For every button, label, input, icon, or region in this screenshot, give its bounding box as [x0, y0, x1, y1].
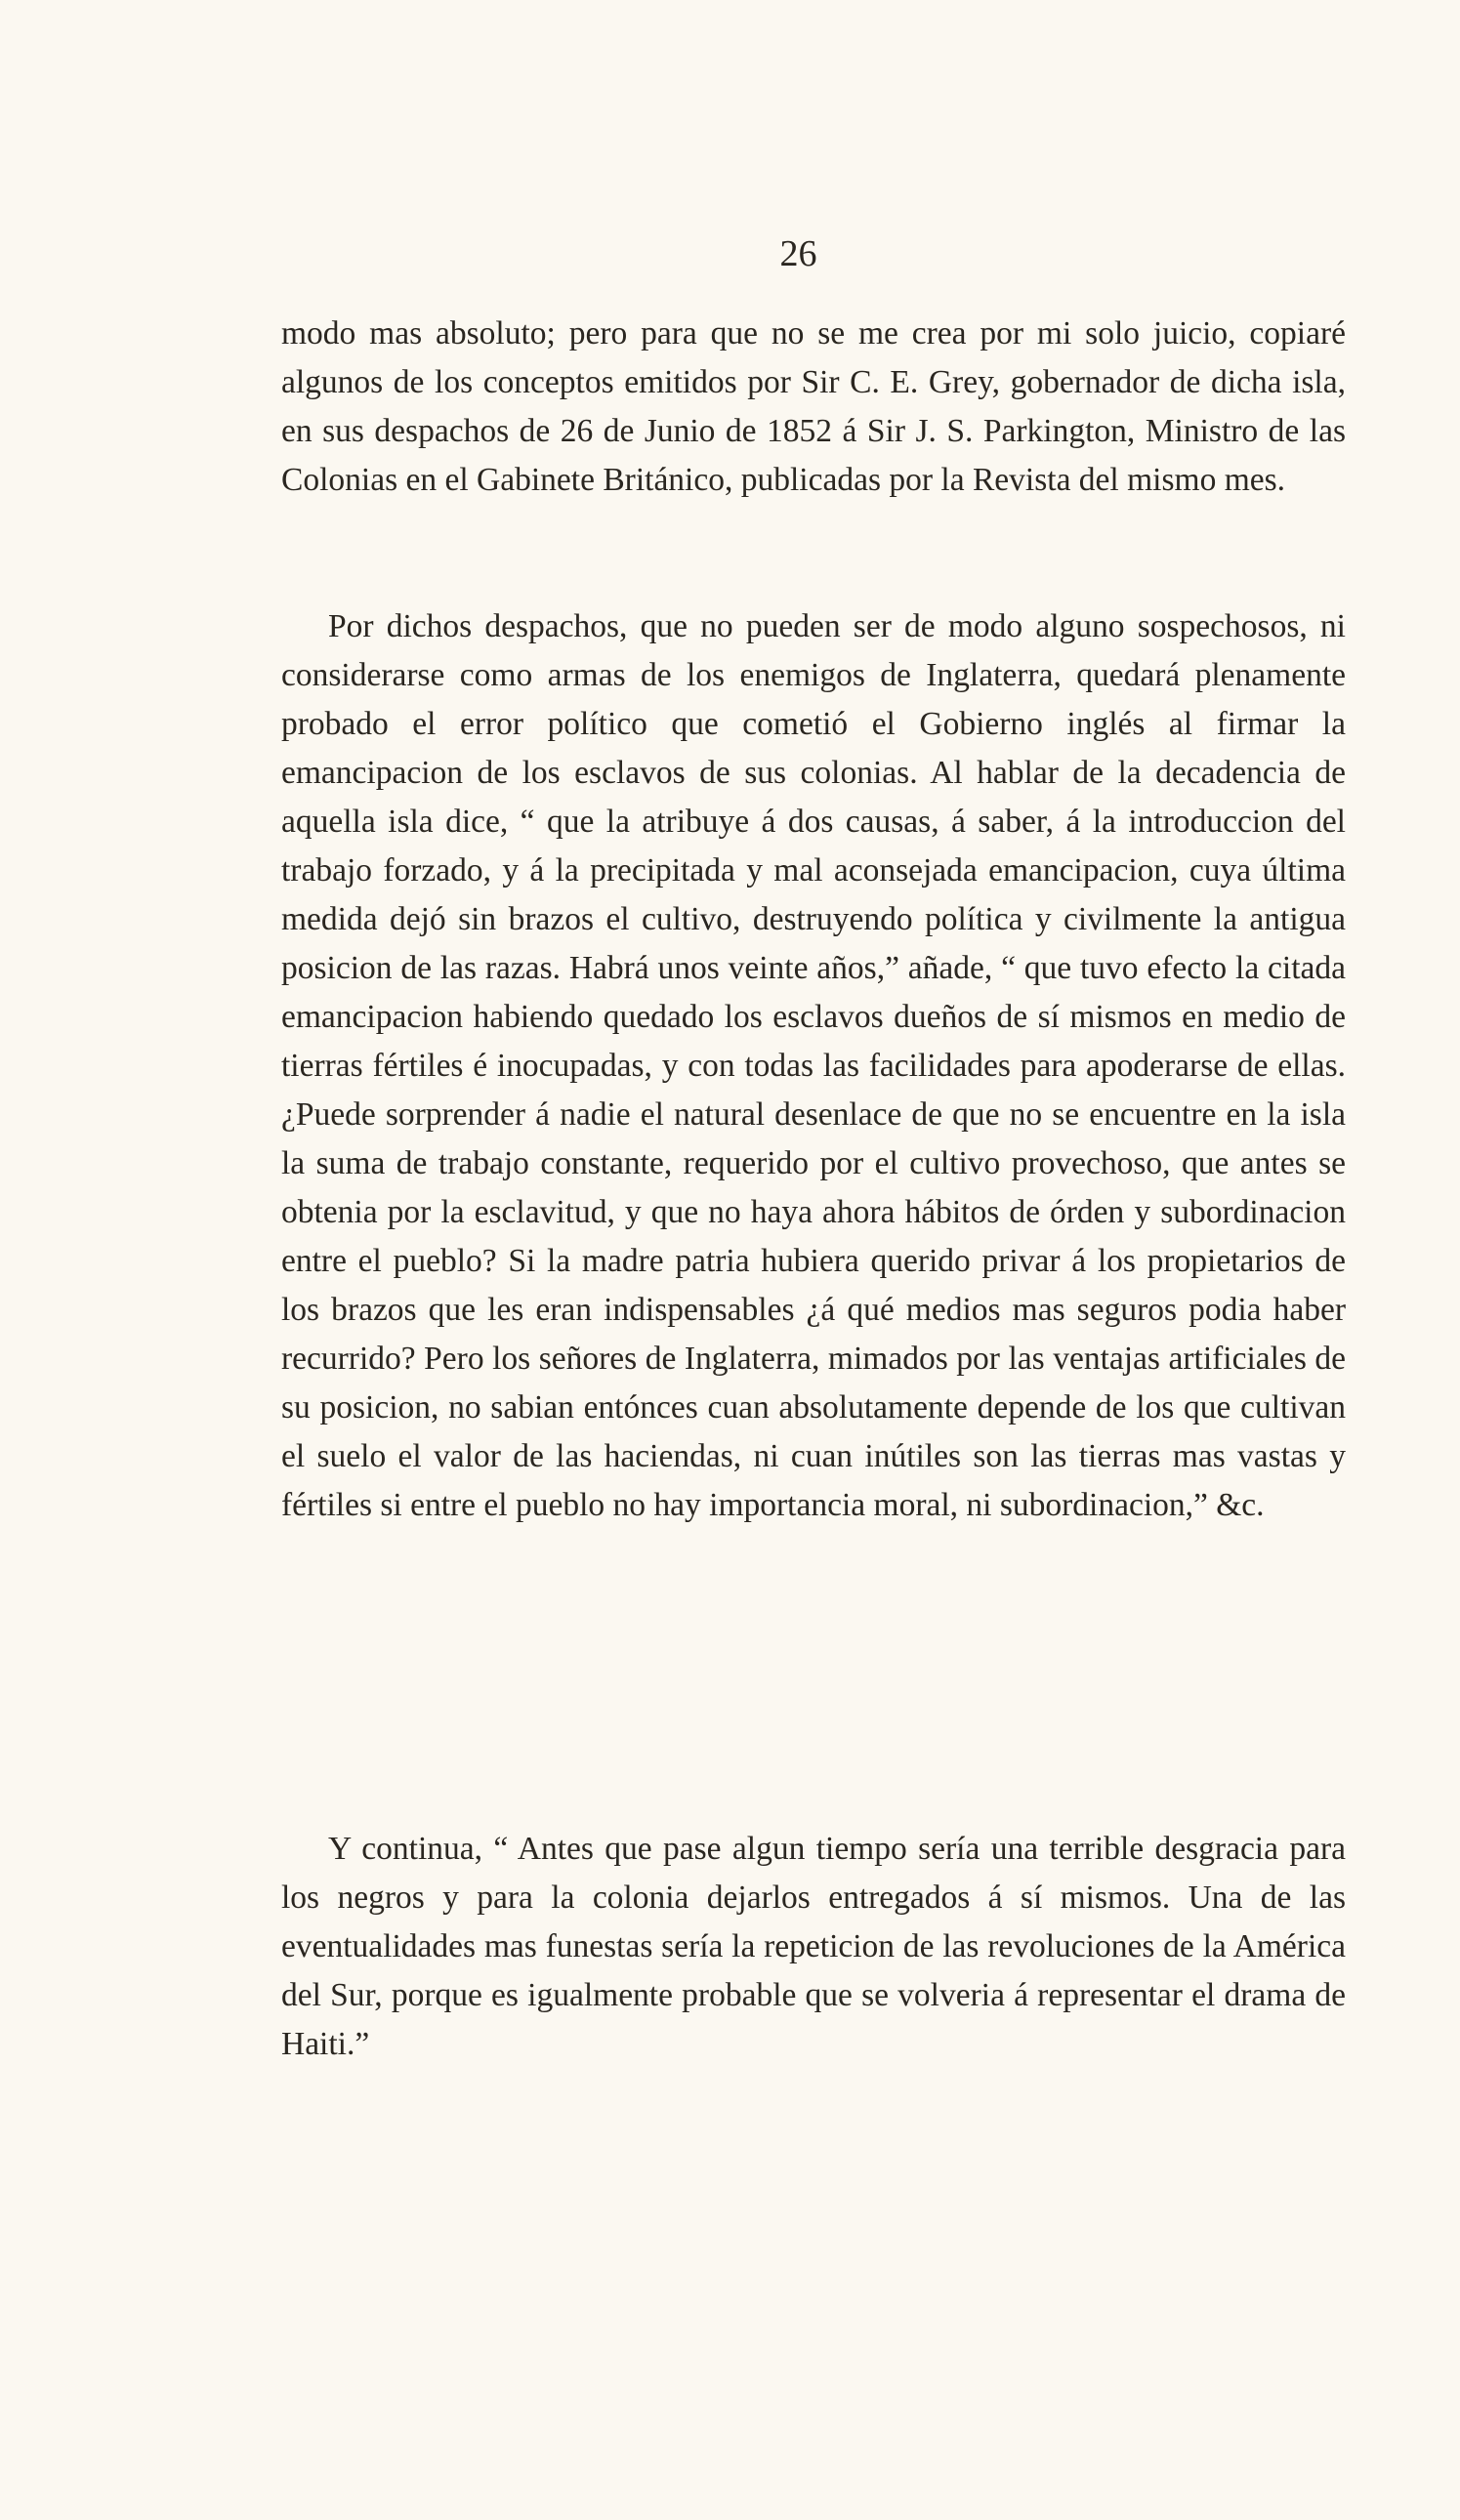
page-number: 26	[779, 233, 817, 274]
text-block-3	[281, 1825, 1346, 2069]
text-block-1	[281, 310, 1346, 505]
text-block-2	[281, 602, 1346, 1530]
paragraph-1: modo mas absoluto; pero para que no se me crea por mi solo juicio, copiaré algunos de los conceptos emitidos por Sir C. E. Grey, gobernador de dicha isla, en sus despachos de 26 de Junio de 1852 á Sir J. S. Parkington, Ministro de las Colonias en el Gabinete Británico, publicadas por la Revista del mismo mes.	[281, 315, 1346, 498]
paragraph-2: Por dichos despachos, que no pueden ser de modo alguno sospechosos, ni considerarse como armas de los enemigos de Inglaterra, quedará plenamente probado el error político que cometió el Gobierno inglés al firmar la emancipacion de los esclavos de sus colonias. Al hablar de la decadencia de aquella isla dice, “ que la atribuye á dos causas, á saber, á la introduccion del trabajo forzado, y á la precipitada y mal aconsejada emancipacion, cuya última medida dejó sin brazos el cultivo, destruyendo política y civilmente la antigua posicion de las razas. Habrá unos veinte años,” añade, “ que tuvo efecto la citada emancipacion habiendo quedado los esclavos dueños de sí mismos en medio de tierras fértiles é inocupadas, y con todas las facilidades para apoderarse de ellas. ¿Puede sorprender á nadie el natural desenlace de que no se encuentre en la isla la suma de trabajo constante, requerido por el cultivo provechoso, que antes se obtenia por la esclavitud, y que no haya ahora hábitos de órden y subordinacion entre el pueblo? Si la madre patria hubiera querido privar á los propietarios de los brazos que les eran indispensables ¿á qué medios mas seguros podia haber recurrido? Pero los señores de Inglaterra, mimados por las ventajas artificiales de su posicion, no sabian entónces cuan absolutamente depende de los que cultivan el suelo el valor de las haciendas, ni cuan inútiles son las tierras mas vastas y fértiles si entre el pueblo no hay importancia moral, ni subordinacion,” &c.	[281, 608, 1346, 1523]
paragraph-3: Y continua, “ Antes que pase algun tiempo sería una terrible desgracia para los negros y para la colonia dejarlos entregados á sí mismos. Una de las eventualidades mas funestas sería la repeticion de las revoluciones de la América del Sur, porque es igualmente probable que se volveria á representar el drama de Haiti.”	[281, 1831, 1346, 2062]
